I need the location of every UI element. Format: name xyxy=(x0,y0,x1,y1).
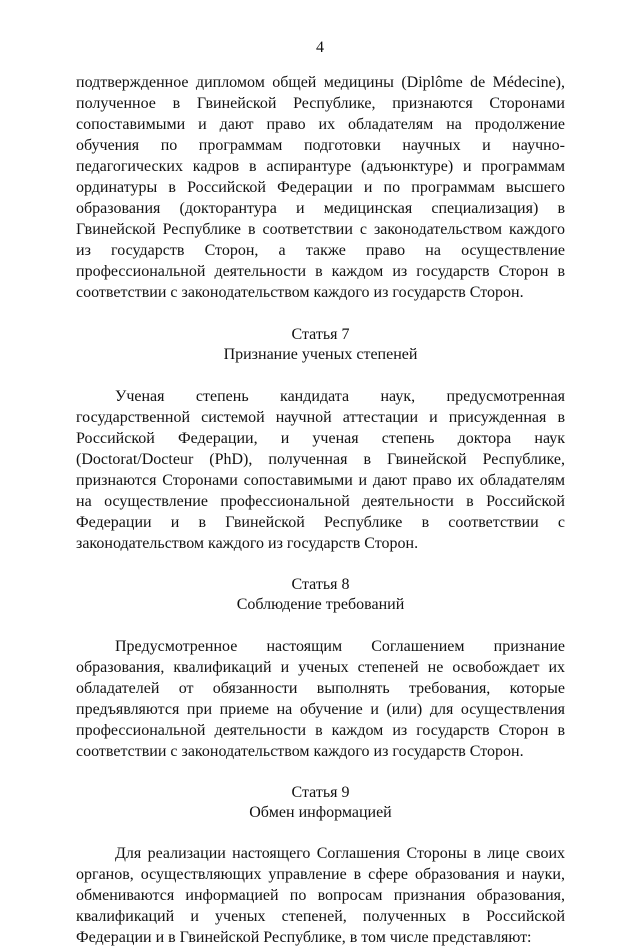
article-7-paragraph: Ученая степень кандидата наук, предусмотренная государственной системой научной аттестации и присужденная в Российской Федерации, и ученая степень доктора наук (Doctorat/Docteur (PhD), полученная в Гвинейской Республике, признаются Сторонами сопоставимыми и дают право их обладателям на осуществление профессиональной деятельности в Российской Федерации и в Гвинейской Республике в соответствии с законодательством каждого из государств Сторон. xyxy=(76,388,565,552)
document-body xyxy=(76,72,565,948)
article-8-heading xyxy=(76,575,565,615)
article-9-heading xyxy=(76,783,565,823)
article-8-number: Статья 8 xyxy=(291,576,350,593)
page-number: 4 xyxy=(316,39,324,56)
article-8-paragraph: Предусмотренное настоящим Соглашением признание образования, квалификаций и ученых степеней не освобождает их обладателей от обязанности выполнять требования, которые предъявляются при приеме на обучение и (или) для осуществления профессиональной деятельности в каждом из государств Сторон в соответствии с законодательством каждого из государств Сторон. xyxy=(76,638,565,760)
article-9-number: Статья 9 xyxy=(291,784,350,801)
article-8-title: Соблюдение требований xyxy=(236,596,405,613)
article-9-title: Обмен информацией xyxy=(249,804,392,821)
article-7-heading xyxy=(76,325,565,365)
paragraph-intro: подтвержденное дипломом общей медицины (Diplôme de Médecine), полученное в Гвинейской Республике, признаются Сторонами сопоставимыми и дают право их обладателям на продолжение обучения по программам подготовки научных и научно-педагогических кадров в аспирантуре (адъюнктуре) и программам ординатуры в Российской Федерации и по программам высшего образования (докторантура и медицинская специализация) в Гвинейской Республике в соответствии с законодательством каждого из государств Сторон, а также право на осуществление профессиональной деятельности в каждом из государств Сторон в соответствии с законодательством каждого из государств Сторон. xyxy=(76,74,565,301)
article-9-paragraph: Для реализации настоящего Соглашения Стороны в лице своих органов, осуществляющих управление в сфере образования и науки, обмениваются информацией по вопросам признания образования, квалификаций и ученых степеней, полученных в Российской Федерации и в Гвинейской Республике, в том числе представляют: xyxy=(76,845,565,946)
article-7-number: Статья 7 xyxy=(291,326,350,343)
article-7-title: Признание ученых степеней xyxy=(223,346,418,363)
